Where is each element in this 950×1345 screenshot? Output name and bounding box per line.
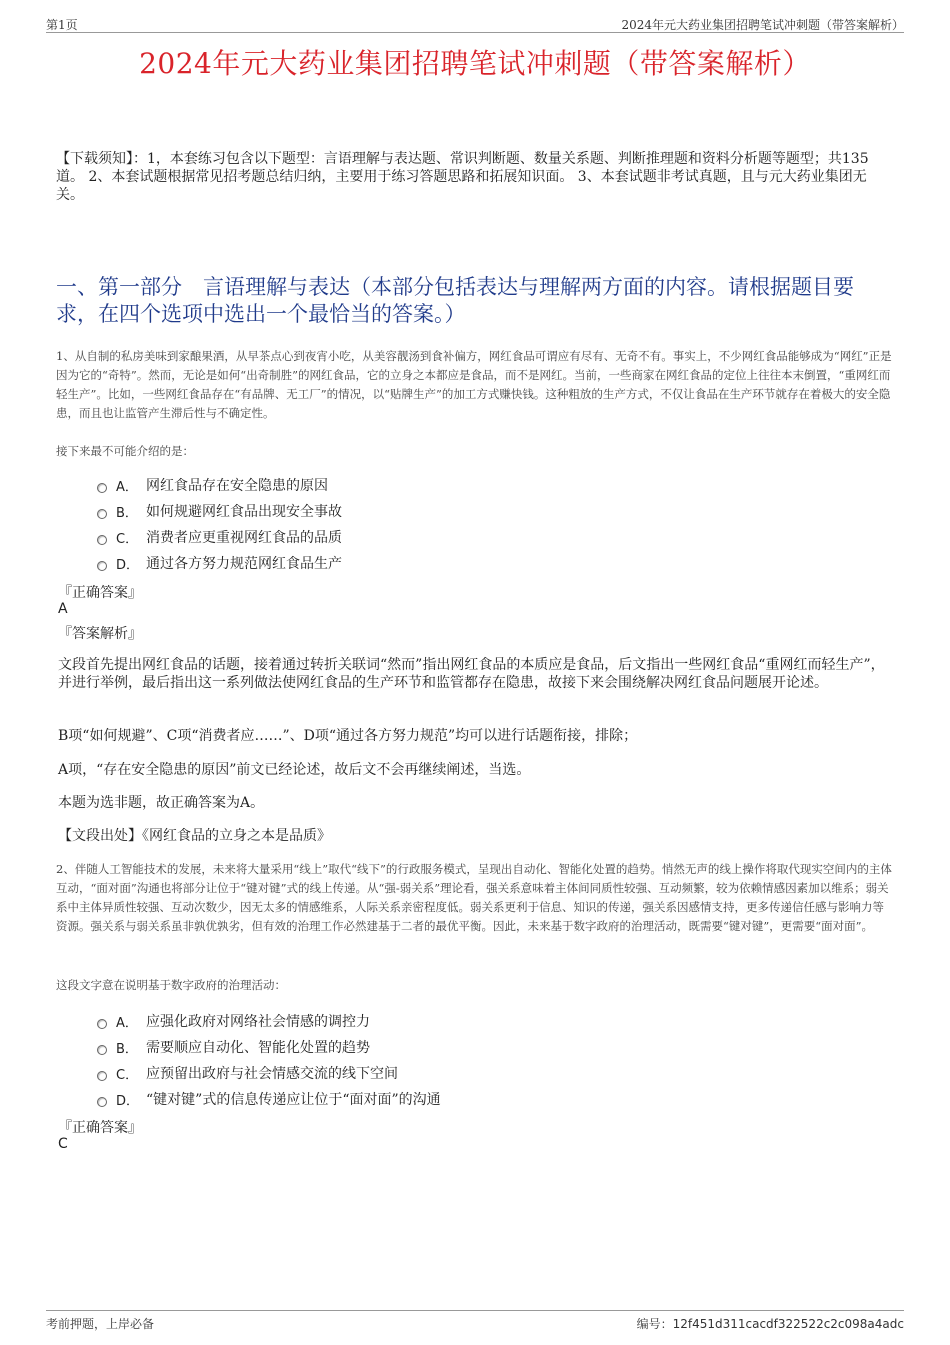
question-2-stem: 这段文字意在说明基于数字政府的治理活动： bbox=[56, 978, 286, 992]
analysis-paragraph: 文段首先提出网红食品的话题，接着通过转折关联词“然而”指出网红食品的本质应是食品，后文指出一些网红食品“重网红而轻生产”，并进行举例，最后指出这一系列做法使网红食品的生产环节和监管都存在隐患，故接下来会围绕解决网红食品问题展开论述。 bbox=[58, 657, 885, 691]
radio-icon[interactable] bbox=[97, 561, 107, 571]
answer-label: 『正确答案』 bbox=[58, 585, 142, 601]
radio-icon[interactable] bbox=[97, 1045, 107, 1055]
option-b[interactable]: B． 需要顺应自动化、智能化处置的趋势 bbox=[97, 1034, 894, 1060]
download-notice: 【下载须知】：1，本套练习包含以下题型：言语理解与表达题、常识判断题、数量关系题、判断推理题和资料分析题等题型；共135道。 2、本套试题根据常见招考题总结归纳，主要用于练习答题思路和拓展知识面。 3、本套试题非考试真题，且与元大药业集团无关。 bbox=[56, 151, 869, 203]
document-code bbox=[637, 1315, 904, 1332]
header-doc-title: 2024年元大药业集团招聘笔试冲刺题（带答案解析） bbox=[621, 18, 904, 32]
analysis-paragraph: 本题为选非题，故正确答案为A。 bbox=[58, 795, 265, 811]
option-a[interactable]: A． 网红食品存在安全隐患的原因 bbox=[97, 472, 894, 498]
question-1-text: 1、从自制的私房美味到家酿果酒，从早茶点心到夜宵小吃，从美容靓汤到食补偏方，网红食品可谓应有尽有、无奇不有。事实上，不少网红食品能够成为“网红”正是因为它的“奇特”。然而，无论是如何“出奇制胜”的网红食品，它的立身之本都应是食品，而不是网红。当前，一些商家在网红食品的定位上往往本末倒置，“重网红而轻生产”。比如，一些网红食品存在“有品牌、无工厂”的情况，以“贴牌生产”的加工方式赚快钱。这种粗放的生产方式，不仅让食品在生产环节就存在着极大的安全隐患，而且也让监管产生滞后性与不确定性。 bbox=[56, 349, 892, 420]
code-value: 12f451d311cacdf322522c2c098a4adc bbox=[672, 1317, 904, 1331]
page-footer bbox=[46, 1310, 904, 1331]
option-d[interactable]: D． “键对键”式的信息传递应让位于“面对面”的沟通 bbox=[97, 1086, 894, 1112]
option-c[interactable]: C． 消费者应更重视网红食品的品质 bbox=[97, 524, 894, 550]
radio-icon[interactable] bbox=[97, 509, 107, 519]
answer-label: 『正确答案』 bbox=[58, 1120, 142, 1136]
option-d[interactable]: D． 通过各方努力规范网红食品生产 bbox=[97, 550, 894, 576]
radio-icon[interactable] bbox=[97, 483, 107, 493]
section-title: 一、第一部分 言语理解与表达（本部分包括表达与理解两方面的内容。请根据题目要求，在四个选项中选出一个最恰当的答案。） bbox=[56, 275, 854, 326]
option-b[interactable]: B． 如何规避网红食品出现安全事故 bbox=[97, 498, 894, 524]
option-c[interactable]: C． 应预留出政府与社会情感交流的线下空间 bbox=[97, 1060, 894, 1086]
document-title: 2024年元大药业集团招聘笔试冲刺题（带答案解析） bbox=[139, 47, 811, 80]
question-2-options bbox=[97, 1008, 894, 1112]
code-label: 编号： bbox=[636, 1317, 673, 1331]
question-1-options bbox=[97, 472, 894, 576]
question-2-text: 2、伴随人工智能技术的发展，未来将大量采用“线上”取代“线下”的行政服务模式，呈现出自动化、智能化处置的趋势。悄然无声的线上操作将取代现实空间内的主体互动，“面对面”沟通也将部分让位于“键对键”式的线上传递。从“强-弱关系”理论看，强关系意味着主体间同质性较强、互动频繁，较为依赖情感因素加以维系；弱关系中主体异质性较强、互动次数少，因无太多的情感维系，人际关系亲密程度低。弱关系更利于信息、知识的传递，强关系因感情支持，更多传递信任感与影响力等资源。强关系与弱关系虽非孰优孰劣，但有效的治理工作必然建基于二者的最优平衡。因此，未来基于数字政府的治理活动，既需要“键对键”，更需要“面对面”。 bbox=[56, 862, 892, 933]
source-citation: 【文段出处】《网红食品的立身之本是品质》 bbox=[58, 828, 331, 844]
radio-icon[interactable] bbox=[97, 1097, 107, 1107]
correct-answer: C bbox=[58, 1136, 68, 1152]
radio-icon[interactable] bbox=[97, 1019, 107, 1029]
radio-icon[interactable] bbox=[97, 535, 107, 545]
footer-slogan: 考前押题，上岸必备 bbox=[46, 1317, 155, 1331]
analysis-paragraph: A项，“存在安全隐患的原因”前文已经论述，故后文不会再继续阐述，当选。 bbox=[58, 762, 531, 778]
question-1-stem: 接下来最不可能介绍的是： bbox=[56, 444, 194, 458]
correct-answer: A bbox=[58, 601, 68, 617]
radio-icon[interactable] bbox=[97, 1071, 107, 1081]
page-number: 第1页 bbox=[46, 18, 78, 32]
analysis-label: 『答案解析』 bbox=[58, 626, 142, 642]
option-a[interactable]: A． 应强化政府对网络社会情感的调控力 bbox=[97, 1008, 894, 1034]
analysis-paragraph: B项“如何规避”、C项“消费者应……”、D项“通过各方努力规范”均可以进行话题衔接，排除； bbox=[58, 728, 638, 744]
page-header bbox=[46, 14, 904, 33]
